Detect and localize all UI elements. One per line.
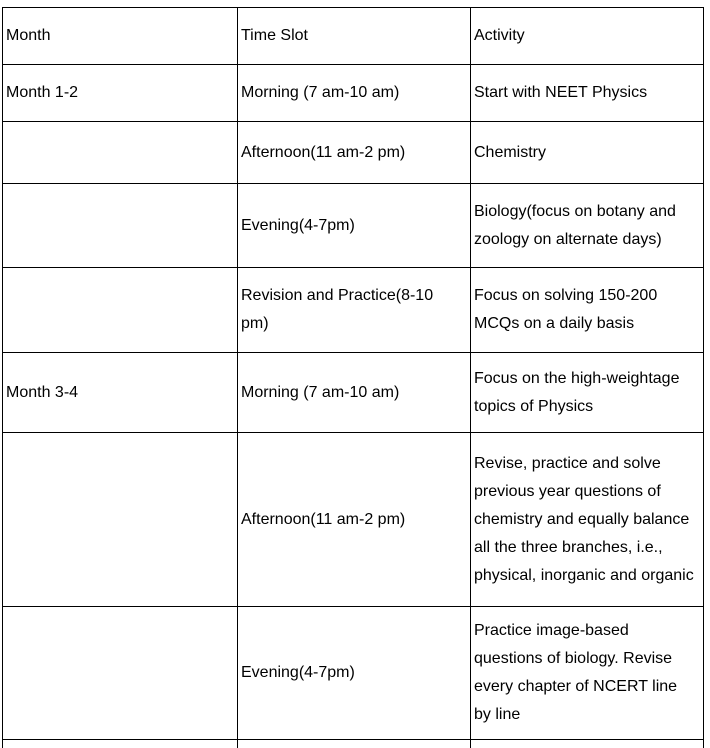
cell-time-slot: Morning (7 am-10 am) bbox=[238, 353, 471, 433]
cell-month bbox=[3, 122, 238, 184]
cell-time-slot: Afternoon(11 am-2 pm) bbox=[238, 433, 471, 607]
table-row bbox=[3, 122, 704, 184]
table-row-cutoff bbox=[3, 740, 704, 748]
header-cell-month: Month bbox=[3, 8, 238, 65]
cell-month bbox=[3, 268, 238, 353]
cell-month bbox=[3, 184, 238, 268]
cell-activity: Start with NEET Physics bbox=[471, 65, 704, 122]
cell-time-slot: Evening(4-7pm) bbox=[238, 607, 471, 740]
cell-time-slot: Revision and Practice(8-10 pm) bbox=[238, 268, 471, 353]
table-row bbox=[3, 184, 704, 268]
table-row bbox=[3, 353, 704, 433]
cell-time-slot bbox=[238, 740, 471, 748]
cell-time-slot: Evening(4-7pm) bbox=[238, 184, 471, 268]
table-header-row bbox=[3, 8, 704, 65]
study-schedule-table bbox=[2, 7, 704, 748]
cell-month: Month 1-2 bbox=[3, 65, 238, 122]
cell-activity: Practice image-based questions of biology. Revise every chapter of NCERT line by line bbox=[471, 607, 704, 740]
cell-activity: Focus on the high-weightage topics of Physics bbox=[471, 353, 704, 433]
cell-activity bbox=[471, 740, 704, 748]
table-row bbox=[3, 607, 704, 740]
cell-activity: Focus on solving 150-200 MCQs on a daily basis bbox=[471, 268, 704, 353]
header-cell-time-slot: Time Slot bbox=[238, 8, 471, 65]
cell-activity: Revise, practice and solve previous year questions of chemistry and equally balance all the three branches, i.e., physical, inorganic and organic bbox=[471, 433, 704, 607]
cell-time-slot: Morning (7 am-10 am) bbox=[238, 65, 471, 122]
table-row bbox=[3, 65, 704, 122]
cell-month bbox=[3, 607, 238, 740]
table-row bbox=[3, 268, 704, 353]
cell-month bbox=[3, 740, 238, 748]
cell-activity: Biology(focus on botany and zoology on alternate days) bbox=[471, 184, 704, 268]
cell-activity: Chemistry bbox=[471, 122, 704, 184]
table-row bbox=[3, 433, 704, 607]
cell-time-slot: Afternoon(11 am-2 pm) bbox=[238, 122, 471, 184]
cell-month bbox=[3, 433, 238, 607]
header-cell-activity: Activity bbox=[471, 8, 704, 65]
cell-month: Month 3-4 bbox=[3, 353, 238, 433]
